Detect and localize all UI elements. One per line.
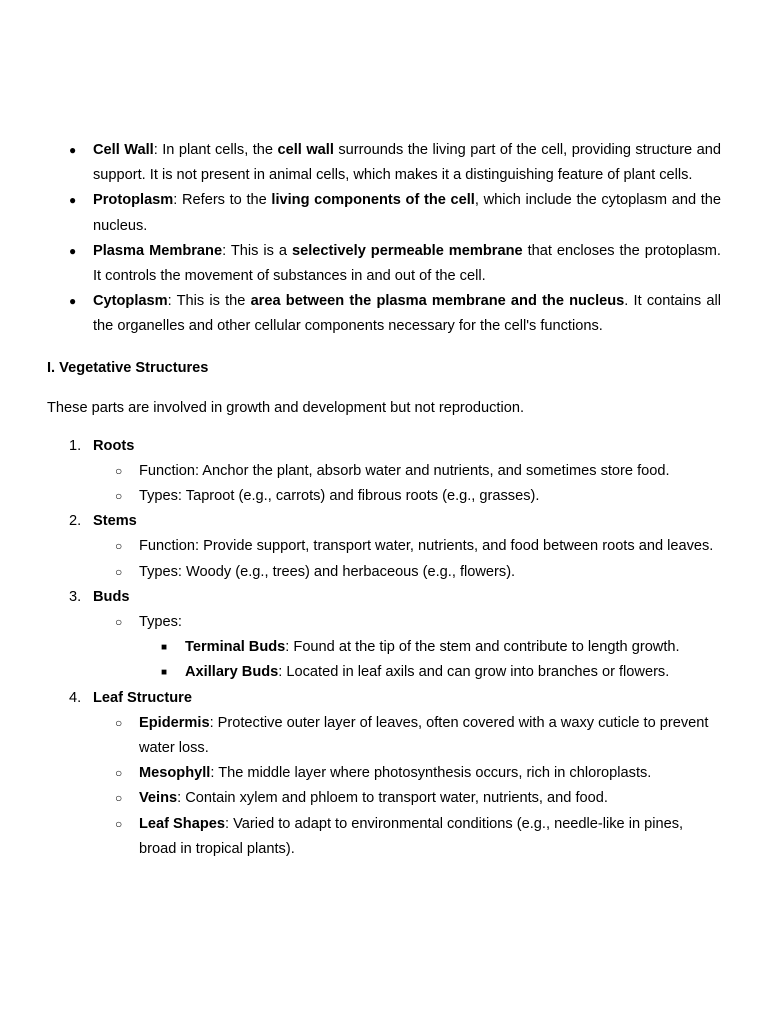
list-item-plasma-membrane <box>47 239 721 289</box>
emphasis-text: living components of the cell <box>271 192 475 209</box>
item-text: that encloses the protoplasm. It controls the movement of substances in and out of the cell. <box>93 242 721 285</box>
sublist-item <box>93 711 721 761</box>
circle-marker: ○ <box>115 816 123 831</box>
item-text: surrounds the living part of the cell, providing structure and support. It is not present in animal cells, which makes it a distinguishing feature of plant cells. <box>93 142 722 184</box>
emphasis-text: cell wall <box>277 142 334 158</box>
sublist-text: : Varied to adapt to environmental conditions (e.g., needle-like in pines, broad in tropical plants). <box>139 815 684 857</box>
sublist-text: : Contain xylem and phloem to transport water, nutrients, and food. <box>177 790 608 807</box>
sublist-text: : The middle layer where photosynthesis occurs, rich in chloroplasts. <box>210 765 652 782</box>
sublist-text: Types: Woody (e.g., trees) and herbaceous (e.g., flowers). <box>139 563 516 580</box>
bud-type-item <box>139 635 721 660</box>
item-title: Roots <box>93 437 135 454</box>
bud-type-text: : Located in leaf axils and can grow into branches or flowers. <box>278 664 670 681</box>
buds-sublist <box>93 610 721 686</box>
list-item-leaf-structure <box>47 686 721 862</box>
item-title: Buds <box>93 588 130 605</box>
bud-type-term: Axillary Buds <box>185 664 279 681</box>
bullet-marker: ● <box>69 143 77 157</box>
list-item-stems <box>47 509 721 585</box>
vegetative-structures-list <box>47 434 721 862</box>
term-protoplasm: Protoplasm <box>93 192 174 209</box>
emphasis-text: selectively permeable membrane <box>292 242 523 259</box>
item-text: : In plant cells, the <box>153 142 278 158</box>
bud-type-text: : Found at the tip of the stem and contribute to length growth. <box>285 639 680 656</box>
term-cell-wall: Cell Wall <box>93 142 154 158</box>
circle-marker: ○ <box>115 463 123 478</box>
circle-marker: ○ <box>115 791 123 806</box>
sublist-item <box>93 484 721 509</box>
square-marker: ■ <box>161 642 168 654</box>
sublist-text: Types: Taproot (e.g., carrots) and fibrous roots (e.g., grasses). <box>139 488 540 505</box>
stems-sublist <box>93 534 721 584</box>
item-text: . It contains all the organelles and other cellular components necessary for the cell's functions. <box>93 293 721 335</box>
leaf-structure-sublist <box>93 711 721 862</box>
circle-marker: ○ <box>115 766 123 781</box>
bud-type-item <box>139 660 721 685</box>
sublist-text: Function: Anchor the plant, absorb water and nutrients, and sometimes store food. <box>139 462 670 479</box>
circle-marker: ○ <box>115 489 123 504</box>
item-text: : This is the <box>167 293 251 310</box>
circle-marker: ○ <box>115 615 123 630</box>
bullet-marker: ● <box>69 243 77 258</box>
sublist-item <box>93 761 721 786</box>
circle-marker: ○ <box>115 715 123 730</box>
roots-sublist <box>93 459 721 509</box>
emphasis-text: area between the plasma membrane and the nucleus <box>250 293 625 310</box>
circle-marker: ○ <box>115 539 123 554</box>
item-number: 4. <box>69 689 82 706</box>
item-title: Leaf Structure <box>93 689 192 706</box>
sublist-term: Leaf Shapes <box>139 815 225 832</box>
list-item-cell-wall <box>47 138 721 188</box>
list-item-buds <box>47 585 721 686</box>
section-intro: These parts are involved in growth and development but not reproduction. <box>47 399 525 416</box>
term-plasma-membrane: Plasma Membrane <box>93 242 223 259</box>
sublist-term: Veins <box>139 790 178 807</box>
item-text: : Refers to the <box>173 192 272 209</box>
item-number: 2. <box>69 513 82 530</box>
circle-marker: ○ <box>115 564 123 579</box>
sublist-item <box>93 560 721 585</box>
sublist-item <box>93 812 721 862</box>
item-text: : This is a <box>222 242 292 259</box>
sublist-item <box>93 534 721 559</box>
sublist-term: Mesophyll <box>139 765 211 782</box>
sublist-text: Function: Provide support, transport water, nutrients, and food between roots and leaves. <box>139 538 714 555</box>
item-title: Stems <box>93 513 137 530</box>
sublist-item <box>93 459 721 484</box>
square-marker: ■ <box>161 667 168 679</box>
item-number: 1. <box>69 437 82 454</box>
cell-parts-list <box>47 138 721 340</box>
bud-types-list <box>139 635 721 685</box>
sublist-item <box>93 610 721 686</box>
sublist-term: Epidermis <box>139 714 210 731</box>
item-number: 3. <box>69 588 82 605</box>
sublist-text: : Protective outer layer of leaves, often covered with a waxy cuticle to prevent water loss. <box>139 714 709 757</box>
term-cytoplasm: Cytoplasm <box>93 293 168 310</box>
list-item-cytoplasm <box>47 289 721 339</box>
sublist-text: Types: <box>139 614 182 631</box>
sublist-item <box>93 786 721 811</box>
document-content <box>47 138 721 862</box>
list-item-protoplasm <box>47 188 721 238</box>
item-text: , which include the cytoplasm and the nucleus. <box>93 192 722 234</box>
bullet-marker: ● <box>69 294 77 309</box>
bud-type-term: Terminal Buds <box>185 639 286 656</box>
bullet-marker: ● <box>69 193 77 208</box>
list-item-roots <box>47 434 721 510</box>
section-heading: I. Vegetative Structures <box>47 359 209 376</box>
